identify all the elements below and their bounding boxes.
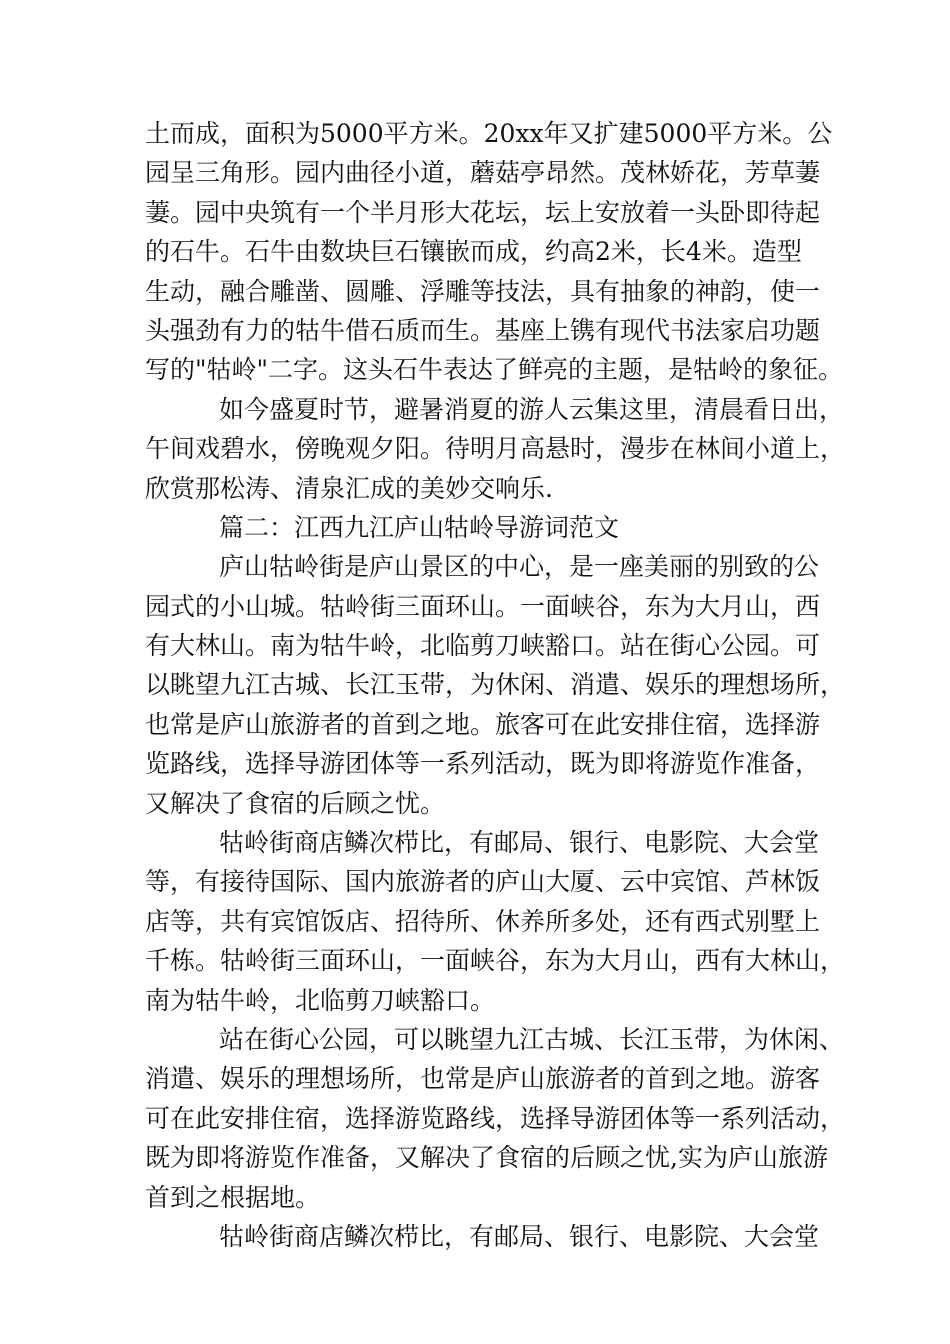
text-line: 又解决了食宿的后顾之忧。 [145,788,446,818]
text-line: 店等，共有宾馆饭店、招待所、休养所多处，还有西式别墅上 [145,906,821,936]
text-line: 头强劲有力的牯牛借石质而生。基座上镌有现代书法家启功题 [145,315,821,345]
text-line: 写的"牯岭"二字。这头石牛表达了鲜亮的主题，是牯岭的象征。 [145,355,844,385]
text-line: 消遣、娱乐的理想场所，也常是庐山旅游者的首到之地。游客 [145,1064,821,1094]
text-line: 览路线，选择导游团体等一系列活动，既为即将游览作准备， [145,749,821,779]
text-line: 篇二：江西九江庐山牯岭导游词范文 [219,512,620,542]
text-line: 首到之根据地。 [145,1182,321,1212]
text-line: 以眺望九江古城、长江玉带，为休闲、消遣、娱乐的理想场所， [145,670,846,700]
text-line: 土而成，面积为5000平方米。20xx年又扩建5000平方米。公 [145,119,833,148]
text-line: 有大林山。南为牯牛岭，北临剪刀峡豁口。站在街心公园。可 [145,631,821,661]
text-line: 如今盛夏时节，避暑消夏的游人云集这里，清晨看日出， [219,394,845,424]
text-line: 园式的小山城。牯岭街三面环山。一面峡谷，东为大月山，西 [145,591,821,621]
text-line: 南为牯牛岭，北临剪刀峡豁口。 [145,985,496,1015]
text-line: 等，有接待国际、国内旅游者的庐山大厦、云中宾馆、芦林饭 [145,867,821,897]
text-line: 萋。园中央筑有一个半月形大花坛，坛上安放着一头卧即待起 [145,197,821,227]
text-line: 可在此安排住宿，选择游览路线，选择导游团体等一系列活动， [145,1103,846,1133]
text-line: 也常是庐山旅游者的首到之地。旅客可在此安排住宿，选择游 [145,709,821,739]
text-line: 欣赏那松涛、清泉汇成的美妙交响乐. [145,473,553,503]
text-line: 园呈三角形。园内曲径小道，蘑菇亭昂然。茂林娇花，芳草萋 [145,158,821,188]
text-line: 站在街心公园，可以眺望九江古城、长江玉带，为休闲、 [219,1024,845,1054]
document-body [145,114,846,1256]
text-line: 生动，融合雕凿、圆雕、浮雕等技法，具有抽象的神韵，使一 [145,276,821,306]
text-line: 既为即将游览作准备，又解决了食宿的后顾之忧,实为庐山旅游 [145,1143,828,1173]
text-line: 千栋。牯岭街三面环山，一面峡谷，东为大月山，西有大林山， [145,946,846,976]
text-line: 庐山牯岭街是庐山景区的中心，是一座美丽的别致的公 [219,552,820,582]
text-line: 牯岭街商店鳞次栉比，有邮局、银行、电影院、大会堂 [219,828,820,858]
text-line: 的石牛。石牛由数块巨石镶嵌而成，约高2米，长4米。造型 [145,237,802,267]
text-line: 午间戏碧水，傍晚观夕阳。待明月高悬时，漫步在林间小道上， [145,434,846,464]
text-line: 牯岭街商店鳞次栉比，有邮局、银行、电影院、大会堂 [219,1221,820,1251]
